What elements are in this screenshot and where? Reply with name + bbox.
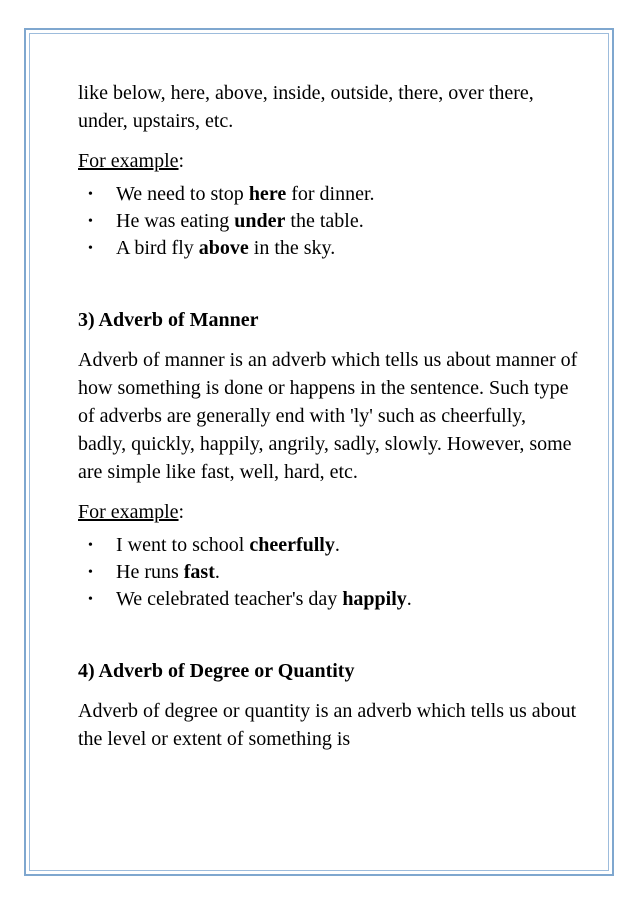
example-list-place bbox=[78, 181, 578, 262]
example-adverb: above bbox=[198, 237, 249, 259]
example-text: We need to stop bbox=[116, 183, 249, 205]
intro-paragraph: like below, here, above, inside, outside, there, over there, under, upstairs, etc. bbox=[78, 82, 534, 132]
example-text: I went to school bbox=[116, 534, 250, 556]
document-body bbox=[78, 79, 578, 753]
section-heading-manner: 3) Adverb of Manner bbox=[78, 309, 259, 331]
example-list-manner bbox=[78, 532, 578, 613]
section-heading-degree: 4) Adverb of Degree or Quantity bbox=[78, 660, 355, 682]
example-adverb: here bbox=[248, 183, 287, 205]
list-item bbox=[88, 181, 578, 208]
example-text: A bird fly bbox=[116, 237, 199, 259]
example-colon: : bbox=[178, 501, 185, 523]
example-label: For example bbox=[78, 501, 179, 523]
example-text: . bbox=[214, 561, 220, 583]
example-label: For example bbox=[78, 150, 179, 172]
section-paragraph-manner: Adverb of manner is an adverb which tells us about manner of how something is done or happens in the sentence. Such type of adverbs are generally end with 'ly' such as cheerfully, badly, quickly, happily, angrily, sadly, slowly. However, some are simple like fast, well, hard, etc. bbox=[78, 349, 578, 483]
example-heading-2 bbox=[78, 498, 578, 526]
example-adverb: under bbox=[234, 210, 286, 232]
example-adverb: cheerfully bbox=[249, 534, 335, 556]
list-item bbox=[88, 586, 578, 613]
example-heading-1 bbox=[78, 147, 578, 175]
example-text: in the sky. bbox=[248, 237, 336, 259]
example-text: He was eating bbox=[116, 210, 235, 232]
example-adverb: fast bbox=[183, 561, 215, 583]
list-item bbox=[88, 235, 578, 262]
list-item bbox=[88, 208, 578, 235]
list-item bbox=[88, 532, 578, 559]
example-adverb: happily bbox=[342, 588, 407, 610]
example-text: He runs bbox=[116, 561, 184, 583]
example-text: the table. bbox=[285, 210, 364, 232]
section-paragraph-degree: Adverb of degree or quantity is an adverb which tells us about the level or extent of something is bbox=[78, 700, 577, 750]
example-colon: : bbox=[178, 150, 185, 172]
example-text: . bbox=[406, 588, 412, 610]
list-item bbox=[88, 559, 578, 586]
example-text: for dinner. bbox=[286, 183, 375, 205]
example-text: . bbox=[334, 534, 340, 556]
example-text: We celebrated teacher's day bbox=[116, 588, 343, 610]
